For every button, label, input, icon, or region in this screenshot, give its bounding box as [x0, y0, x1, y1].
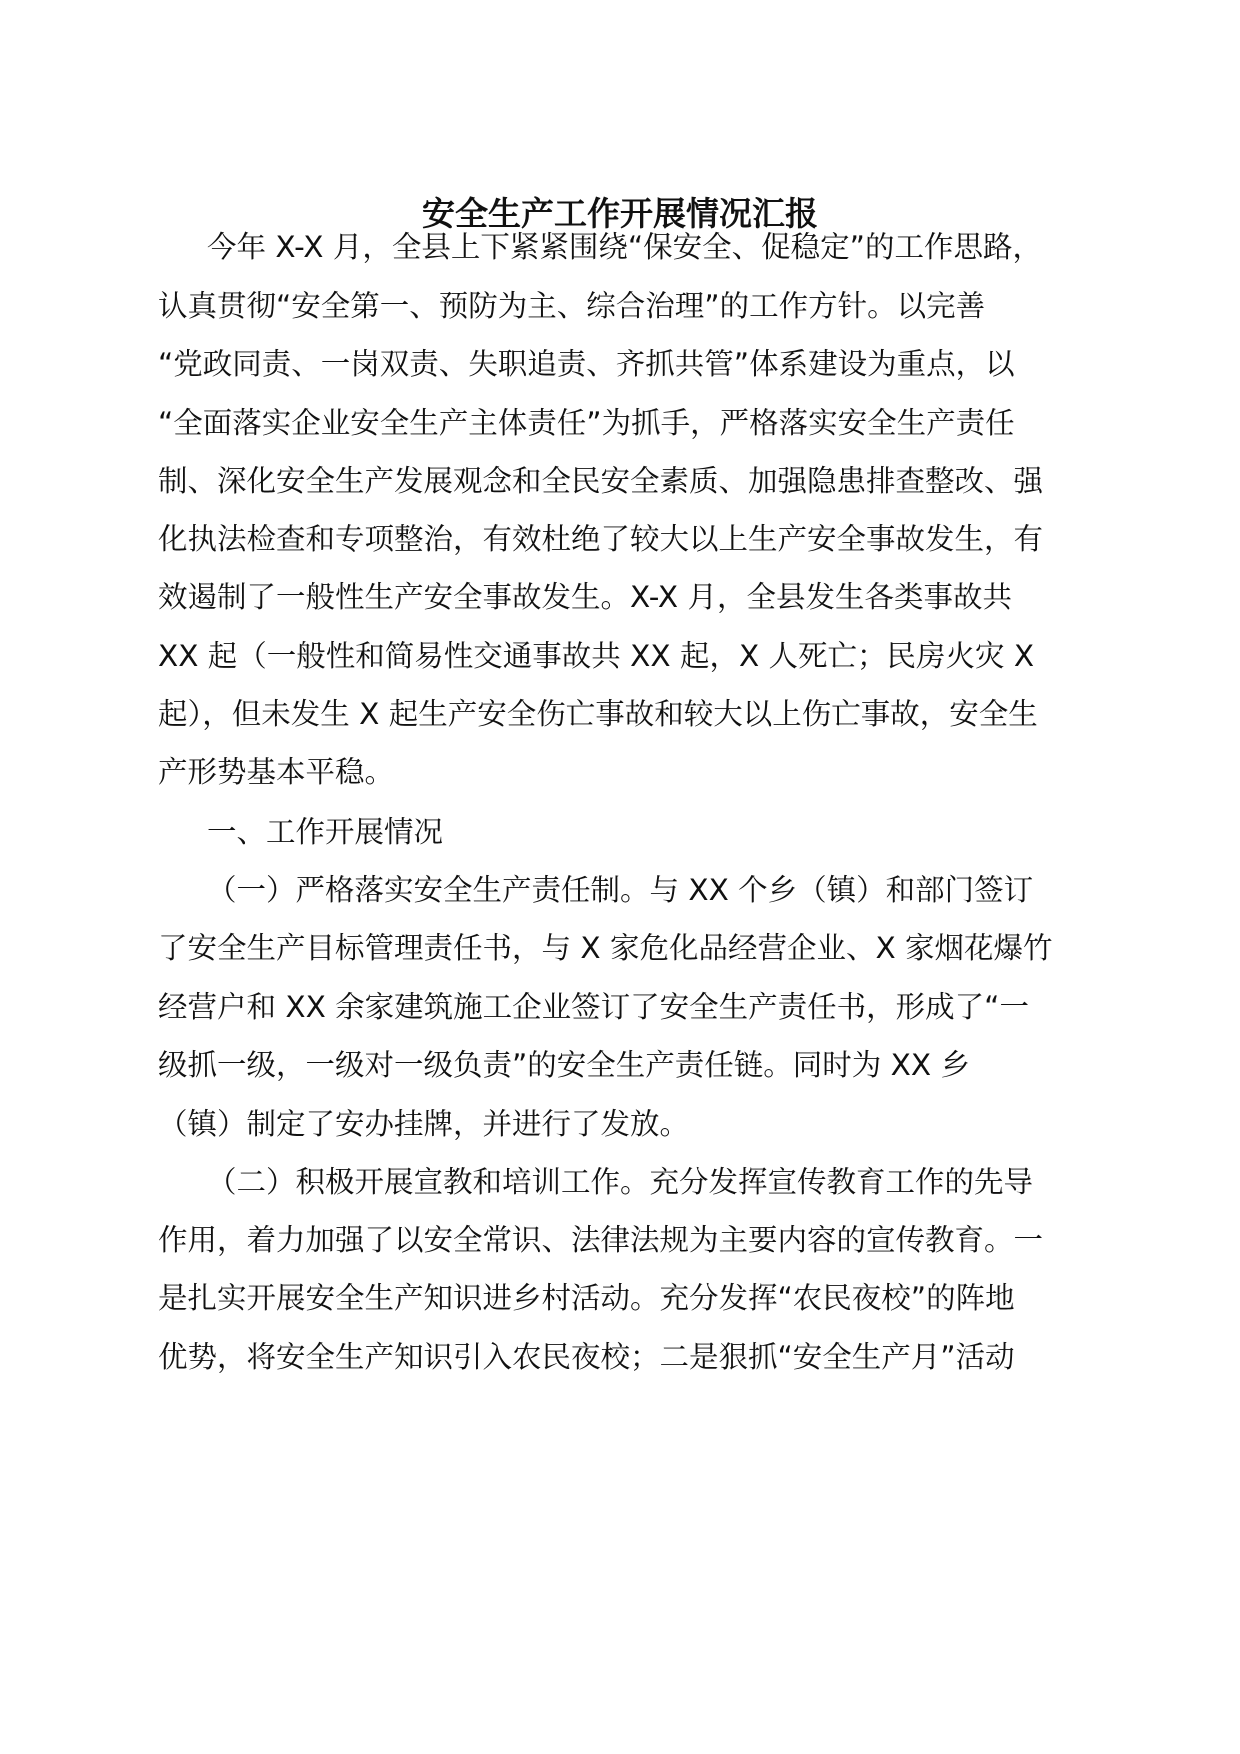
body-line-15: 级抓一级，一级对一级负责”的安全生产责任链。同时为 XX 乡: [158, 1048, 970, 1082]
body-line-7: 效遏制了一般性生产安全事故发生。X-X 月，全县发生各类事故共: [158, 580, 1013, 614]
body-line-2: 认真贯彻“安全第一、预防为主、综合治理”的工作方针。以完善: [158, 289, 986, 323]
body-line-16: （镇）制定了安办挂牌，并进行了发放。: [158, 1107, 690, 1141]
body-line-3: “党政同责、一岗双责、失职追责、齐抓共管”体系建设为重点，以: [158, 347, 1015, 381]
body-line-14: 经营户和 XX 余家建筑施工企业签订了安全生产责任书，形成了“一: [158, 990, 1029, 1024]
section-heading-1: 一、工作开展情况: [207, 815, 444, 849]
body-line-20: 优势，将安全生产知识引入农民夜校；二是狠抓“安全生产月”活动: [158, 1340, 1015, 1374]
body-line-8: XX 起（一般性和简易性交通事故共 XX 起，X 人死亡；民房火灾 X: [158, 639, 1035, 673]
document-title: 安全生产工作开展情况汇报: [422, 194, 818, 233]
body-line-1: 今年 X-X 月，全县上下紧紧围绕“保安全、促稳定”的工作思路，: [207, 230, 1042, 264]
body-line-17: （二）积极开展宣教和培训工作。充分发挥宣传教育工作的先导: [207, 1165, 1034, 1199]
body-line-19: 是扎实开展安全生产知识进乡村活动。充分发挥“农民夜校”的阵地: [158, 1281, 1015, 1315]
body-line-10: 产形势基本平稳。: [158, 755, 395, 789]
body-line-18: 作用，着力加强了以安全常识、法律法规为主要内容的宣传教育。一: [158, 1223, 1044, 1257]
body-line-4: “全面落实企业安全生产主体责任”为抓手，严格落实安全生产责任: [158, 406, 1015, 440]
body-line-9: 起），但未发生 X 起生产安全伤亡事故和较大以上伤亡事故，安全生: [158, 697, 1038, 731]
body-line-12: （一）严格落实安全生产责任制。与 XX 个乡（镇）和部门签订: [207, 873, 1034, 907]
body-line-13: 了安全生产目标管理责任书，与 X 家危化品经营企业、X 家烟花爆竹: [158, 931, 1053, 965]
body-line-6: 化执法检查和专项整治，有效杜绝了较大以上生产安全事故发生，有: [158, 522, 1044, 556]
body-line-5: 制、深化安全生产发展观念和全民安全素质、加强隐患排查整改、强: [158, 464, 1044, 498]
